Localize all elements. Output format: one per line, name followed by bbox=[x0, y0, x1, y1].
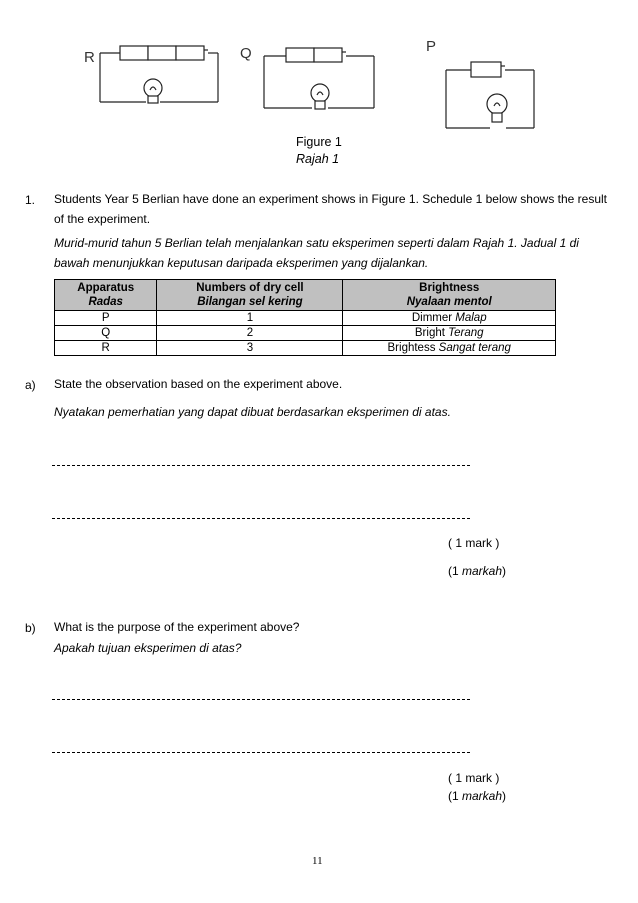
circuit-figure bbox=[0, 0, 638, 140]
figure-caption-en: Figure 1 bbox=[296, 135, 342, 149]
circuit-label-p: P bbox=[426, 38, 437, 55]
page-number: 11 bbox=[312, 855, 323, 867]
part-b-question-ms: Apakah tujuan eksperimen di atas? bbox=[54, 641, 242, 655]
table-row: R 3 Brightess Sangat terang bbox=[55, 341, 556, 356]
answer-line[interactable] bbox=[52, 518, 470, 519]
question-text-en: Students Year 5 Berlian have done an experiment shows in Figure 1. Schedule 1 below shows the result of the experiment. bbox=[54, 192, 608, 226]
circuit-p bbox=[446, 62, 534, 128]
answer-line[interactable] bbox=[52, 465, 470, 466]
header-brightness: Brightness Nyalaan mentol bbox=[343, 280, 556, 311]
header-dry-cells: Numbers of dry cell Bilangan sel kering bbox=[157, 280, 343, 311]
circuit-label-r: R bbox=[84, 49, 95, 66]
circuit-q bbox=[264, 48, 374, 109]
table-header-row bbox=[55, 280, 556, 311]
part-a-question-en: State the observation based on the experiment above. bbox=[54, 377, 343, 391]
part-b-question-en: What is the purpose of the experiment above? bbox=[54, 620, 300, 634]
part-a-mark-ms: (1 markah) bbox=[448, 564, 507, 578]
part-a-label: a) bbox=[25, 378, 36, 392]
question-number: 1. bbox=[25, 193, 36, 207]
part-b-mark-ms: (1 markah) bbox=[448, 789, 507, 803]
table-row: P 1 Dimmer Malap bbox=[55, 311, 556, 326]
circuit-r bbox=[100, 46, 218, 103]
answer-line[interactable] bbox=[52, 699, 470, 700]
part-a-question-ms: Nyatakan pemerhatian yang dapat dibuat berdasarkan eksperimen di atas. bbox=[54, 405, 451, 419]
part-a-mark-en: ( 1 mark ) bbox=[448, 536, 500, 550]
table-row: Q 2 Bright Terang bbox=[55, 326, 556, 341]
results-table bbox=[54, 279, 556, 356]
figure-caption-ms: Rajah 1 bbox=[296, 152, 340, 166]
question-text-ms: Murid-murid tahun 5 Berlian telah menjalankan satu eksperimen seperti dalam Rajah 1. Jadual 1 di bawah menunjukkan keputusan daripada eksperimen yang dijalankan. bbox=[54, 236, 579, 270]
header-apparatus: Apparatus Radas bbox=[55, 280, 157, 311]
circuit-label-q: Q bbox=[240, 45, 252, 62]
part-b-mark-en: ( 1 mark ) bbox=[448, 771, 500, 785]
answer-line[interactable] bbox=[52, 752, 470, 753]
part-b-label: b) bbox=[25, 621, 36, 635]
